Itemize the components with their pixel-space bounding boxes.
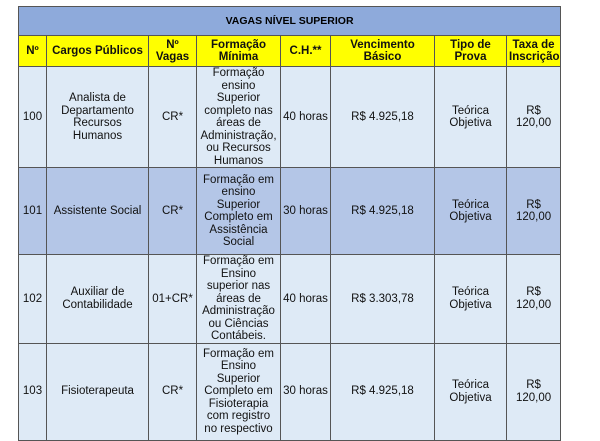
table-row — [19, 343, 561, 440]
cell-cargo: Auxiliar de Contabilidade — [47, 255, 149, 344]
header-ch: C.H.** — [281, 36, 331, 67]
header-cargo: Cargos Públicos — [47, 36, 149, 67]
table-row — [19, 67, 561, 168]
cell-cargo: Assistente Social — [47, 168, 149, 255]
cell-ch: 30 horas — [281, 343, 331, 440]
cell-ch: 40 horas — [281, 67, 331, 168]
cell-taxa: R$ 120,00 — [507, 168, 561, 255]
cell-num: 101 — [19, 168, 47, 255]
header-prova: Tipo de Prova — [435, 36, 507, 67]
cell-prova: Teórica Objetiva — [435, 67, 507, 168]
table-row — [19, 168, 561, 255]
header-num: Nº — [19, 36, 47, 67]
cell-cargo: Analista de Departamento Recursos Humanos — [47, 67, 149, 168]
cell-vagas: CR* — [149, 343, 197, 440]
cell-num: 103 — [19, 343, 47, 440]
table-row — [19, 255, 561, 344]
header-vagas: Nº Vagas — [149, 36, 197, 67]
cell-vencimento: R$ 3.303,78 — [331, 255, 435, 344]
cell-prova: Teórica Objetiva — [435, 168, 507, 255]
vagas-sheet — [18, 6, 560, 441]
cell-formacao: Formação em Ensino superior nas áreas de Administração ou Ciências Contábeis. — [197, 255, 281, 344]
cell-taxa: R$ 120,00 — [507, 255, 561, 344]
header-formacao: Formação Mínima — [197, 36, 281, 67]
cell-num: 102 — [19, 255, 47, 344]
cell-vencimento: R$ 4.925,18 — [331, 168, 435, 255]
header-row — [19, 36, 561, 67]
header-vencimento: Vencimento Básico — [331, 36, 435, 67]
vagas-table — [18, 6, 561, 441]
cell-formacao: Formação em Ensino Superior Completo em Fisioterapia com registro no respectivo — [197, 343, 281, 440]
cell-formacao: Formação ensino Superior completo nas áreas de Administração, ou Recursos Humanos — [197, 67, 281, 168]
cell-num: 100 — [19, 67, 47, 168]
cell-taxa: R$ 120,00 — [507, 343, 561, 440]
cell-vagas: CR* — [149, 168, 197, 255]
header-taxa: Taxa de Inscrição — [507, 36, 561, 67]
cell-cargo: Fisioterapeuta — [47, 343, 149, 440]
cell-vagas: 01+CR* — [149, 255, 197, 344]
cell-prova: Teórica Objetiva — [435, 343, 507, 440]
title-row — [19, 7, 561, 36]
table-title: VAGAS NÍVEL SUPERIOR — [19, 7, 561, 36]
cell-ch: 40 horas — [281, 255, 331, 344]
cell-taxa: R$ 120,00 — [507, 67, 561, 168]
cell-vencimento: R$ 4.925,18 — [331, 343, 435, 440]
cell-vagas: CR* — [149, 67, 197, 168]
cell-formacao: Formação em ensino Superior Completo em Assistência Social — [197, 168, 281, 255]
cell-prova: Teórica Objetiva — [435, 255, 507, 344]
cell-vencimento: R$ 4.925,18 — [331, 67, 435, 168]
cell-ch: 30 horas — [281, 168, 331, 255]
